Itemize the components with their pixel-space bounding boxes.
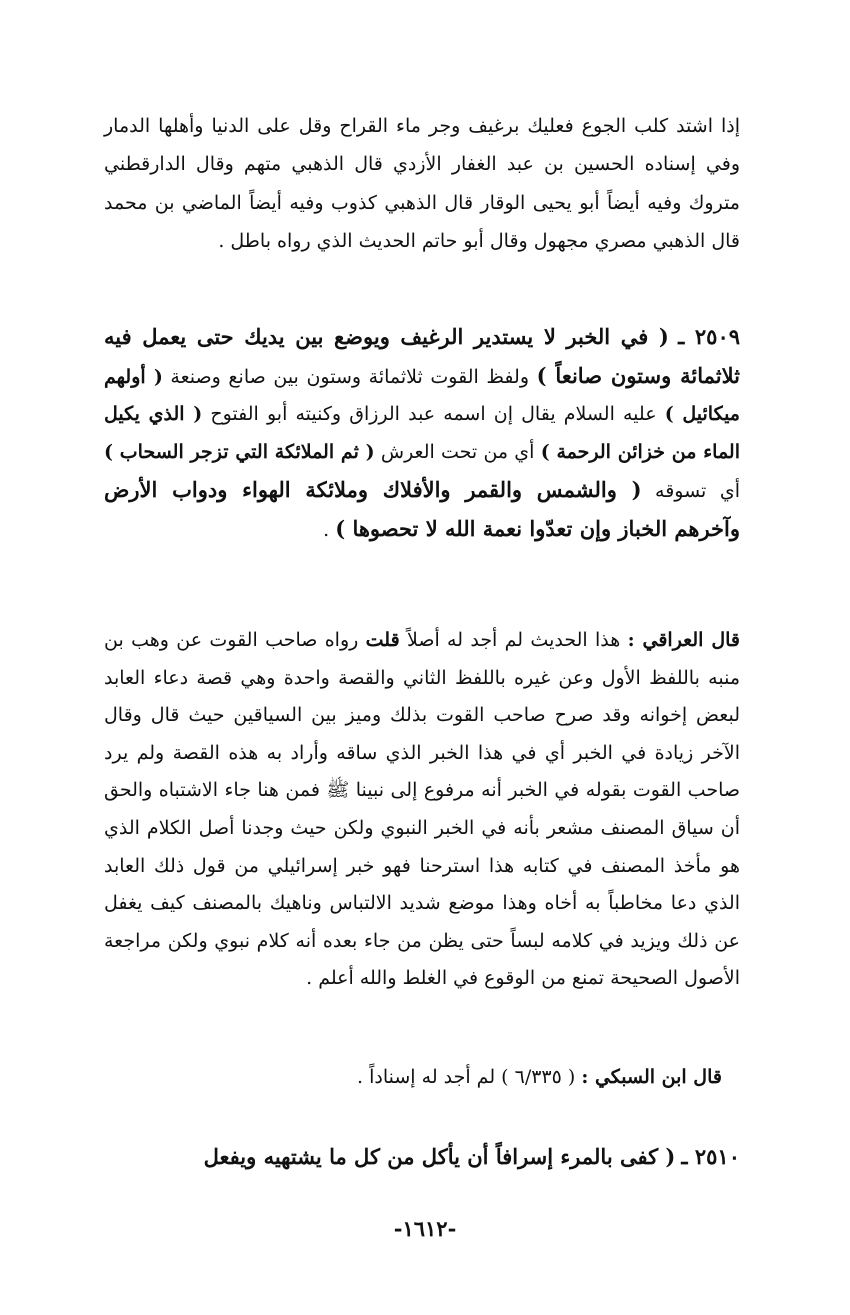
- commentator-label: قال العراقي :: [627, 629, 740, 651]
- commentary-text: هذا الحديث لم أجد له أصلاً: [399, 629, 621, 651]
- subki-commentary: [104, 1058, 740, 1096]
- commentary-text: أي تسوقه: [641, 479, 740, 502]
- page-number: -١٦١٢-: [393, 1216, 457, 1241]
- hadith-quote: ( الذي يكيل الماء من خزائن الرحمة ): [104, 403, 741, 463]
- commentary-text: ( ٦/٣٣٥ ) لم أجد له إسناداً .: [357, 1066, 576, 1088]
- commentary-text: .: [323, 519, 330, 542]
- commentary-text: أي من تحت العرش: [374, 440, 535, 463]
- hadith-quote: ( في الخبر لا يستدير الرغيف ويوضع بين يديك حتى يعمل فيه ثلاثمائة وستون صانعاً ): [104, 324, 740, 389]
- hadith-number: ٢٥٠٩ ـ: [678, 324, 741, 349]
- commentary-text: رواه صاحب القوت عن وهب بن منبه باللفظ الأول وعن غيره باللفظ الثاني والقصة واحدة وهي قصة دعاء العابد لبعض إخوانه وقد صرح صاحب القوت بذلك وميز بين السياقين حيث قال وقال الآخر زيادة في الخبر أي في هذا الخبر الذي ساقه وأراد به هذه القصة ولم يرد صاحب القوت بقوله في الخبر أنه مرفوع إلى نبينا ﷺ فمن هنا جاء الاشتباه والحق أن سياق المصنف مشعر بأنه في الخبر النبوي ولكن حيث وجدنا أصل الكلام الذي هو مأخذ المصنف في كتابه هذا استرحنا فهو خبر إسرائيلي من قول ذلك العابد الذي دعا مخاطباً به أخاه وهذا موضع شديد الالتباس وناهيك بالمصنف كيف يغفل عن ذلك ويزيد في كلامه لبساً حتى يظن من جاء بعده أنه كلام نبوي ولكن مراجعة الأصول الصحيحة تمنع من الوقوع في الغلط والله أعلم .: [104, 629, 740, 990]
- paragraph-text: إذا اشتد كلب الجوع فعليك برغيف وجر ماء القراح وقل على الدنيا وأهلها الدمار وفي إسناده الحسين بن عبد الغفار الأزدي قال الذهبي متهم وقال الدارقطني متروك وفيه أيضاً أبو يحيى الوقار قال الذهبي كذوب وفيه أيضاً الماضي بن محمد قال الذهبي مصري مجهول وقال أبو حاتم الحديث الذي رواه باطل .: [104, 115, 740, 253]
- hadith-quote: ( كفى بالمرء إسرافاً أن يأكل من كل ما يشتهيه ويفعل: [203, 1144, 676, 1169]
- commentary-text: عليه السلام يقال إن اسمه عبد الرزاق وكنيته أبو الفتوح: [202, 403, 657, 426]
- hadith-entry-2509: [104, 318, 740, 549]
- commentator-label: قال ابن السبكي :: [581, 1066, 722, 1088]
- hadith-quote: ( والشمس والقمر والأفلاك وملائكة الهواء ودواب الأرض وآخرهم الخباز وإن تعدّوا نعمة الله لا تحصوها ): [104, 476, 740, 542]
- hadith-number: ٢٥١٠ ـ: [681, 1144, 740, 1169]
- hadith-quote: ( ثم الملائكة التي تزجر السحاب ): [104, 440, 375, 463]
- commentary-text: ولفظ القوت ثلاثمائة وستون بين صانع وصنعة: [162, 366, 530, 389]
- commentator-label: قلت: [365, 629, 400, 651]
- iraqi-commentary: [104, 622, 740, 998]
- paragraph-poem-commentary: [104, 107, 740, 261]
- hadith-entry-2510: [104, 1138, 740, 1177]
- hadith-quote: ( أولهم ميكائيل ): [104, 366, 740, 426]
